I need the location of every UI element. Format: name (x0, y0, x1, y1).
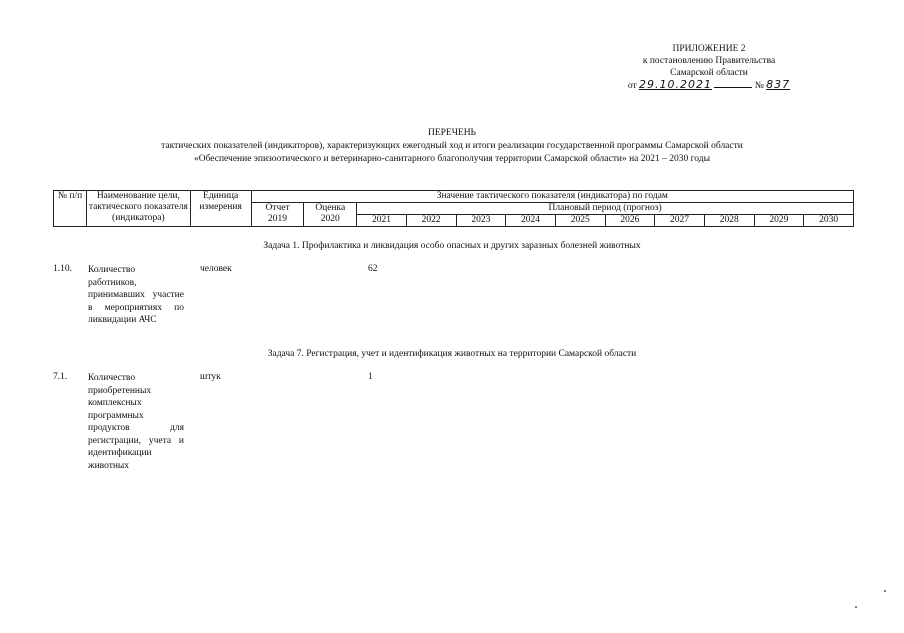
year-header: 2024 (506, 215, 556, 227)
date-prefix: от (627, 81, 637, 91)
col-estimate-header: Оценка 2020 (304, 203, 357, 227)
col-report-header: Отчет 2019 (251, 203, 304, 227)
task-heading: Задача 7. Регистрация, учет и идентификация животных на территории Самарской области (267, 349, 637, 359)
handwritten-date: 29.10.2021 (638, 78, 712, 91)
resolution-line: к постановлению Правительства (642, 56, 776, 66)
row-unit: человек (200, 264, 232, 274)
row-number: 1.10. (53, 264, 72, 274)
year-header: 2029 (754, 215, 804, 227)
region-line: Самарской области (670, 68, 748, 78)
indicator-table-header (53, 190, 854, 227)
year-header: 2026 (605, 215, 655, 227)
row-number: 7.1. (53, 372, 68, 382)
scan-speck (855, 606, 857, 608)
year-header: 2023 (456, 215, 506, 227)
date-underline (714, 87, 752, 88)
document-title: ПЕРЕЧЕНЬ (427, 128, 477, 138)
row-indicator-name: Количество работников, принимавших участие в мероприятиях по ликвидации АЧС (88, 265, 184, 325)
year-header: 2021 (357, 215, 407, 227)
row-indicator-name: Количество приобретенных комплексных программных продуктов для регистрации, учета и идентификации животных (88, 373, 184, 471)
year-header: 2028 (704, 215, 754, 227)
date-number-line (624, 79, 794, 92)
scan-speck (884, 590, 886, 592)
number-prefix: № (754, 81, 764, 91)
year-header: 2025 (555, 215, 605, 227)
row-value-2021: 62 (368, 264, 378, 274)
col-values-header: Значение тактического показателя (индикатора) по годам (251, 191, 853, 203)
row-value-2021: 1 (368, 372, 373, 382)
appendix-label: ПРИЛОЖЕНИЕ 2 (672, 44, 746, 54)
appendix-header (624, 43, 794, 92)
year-header: 2027 (655, 215, 705, 227)
col-plan-header: Плановый период (прогноз) (357, 203, 854, 215)
year-header: 2030 (804, 215, 854, 227)
row-unit: штук (200, 372, 221, 382)
handwritten-number: 837 (766, 78, 791, 91)
task-heading: Задача 1. Профилактика и ликвидация особо опасных и других заразных болезней животных (263, 241, 641, 251)
col-num-header: № п/п (54, 191, 87, 227)
col-unit-header: Единица измерения (190, 191, 251, 227)
year-header: 2022 (406, 215, 456, 227)
title-line-1: тактических показателей (индикаторов), характеризующих ежегодный ход и итоги реализации государственной программы Самарской области (161, 141, 743, 151)
col-name-header: Наименование цели, тактического показателя (индикатора) (87, 191, 190, 227)
title-line-2: «Обеспечение эпизоотического и ветеринарно-санитарного благополучия территории Самарской области» на 2021 – 2030 годы (193, 154, 710, 164)
